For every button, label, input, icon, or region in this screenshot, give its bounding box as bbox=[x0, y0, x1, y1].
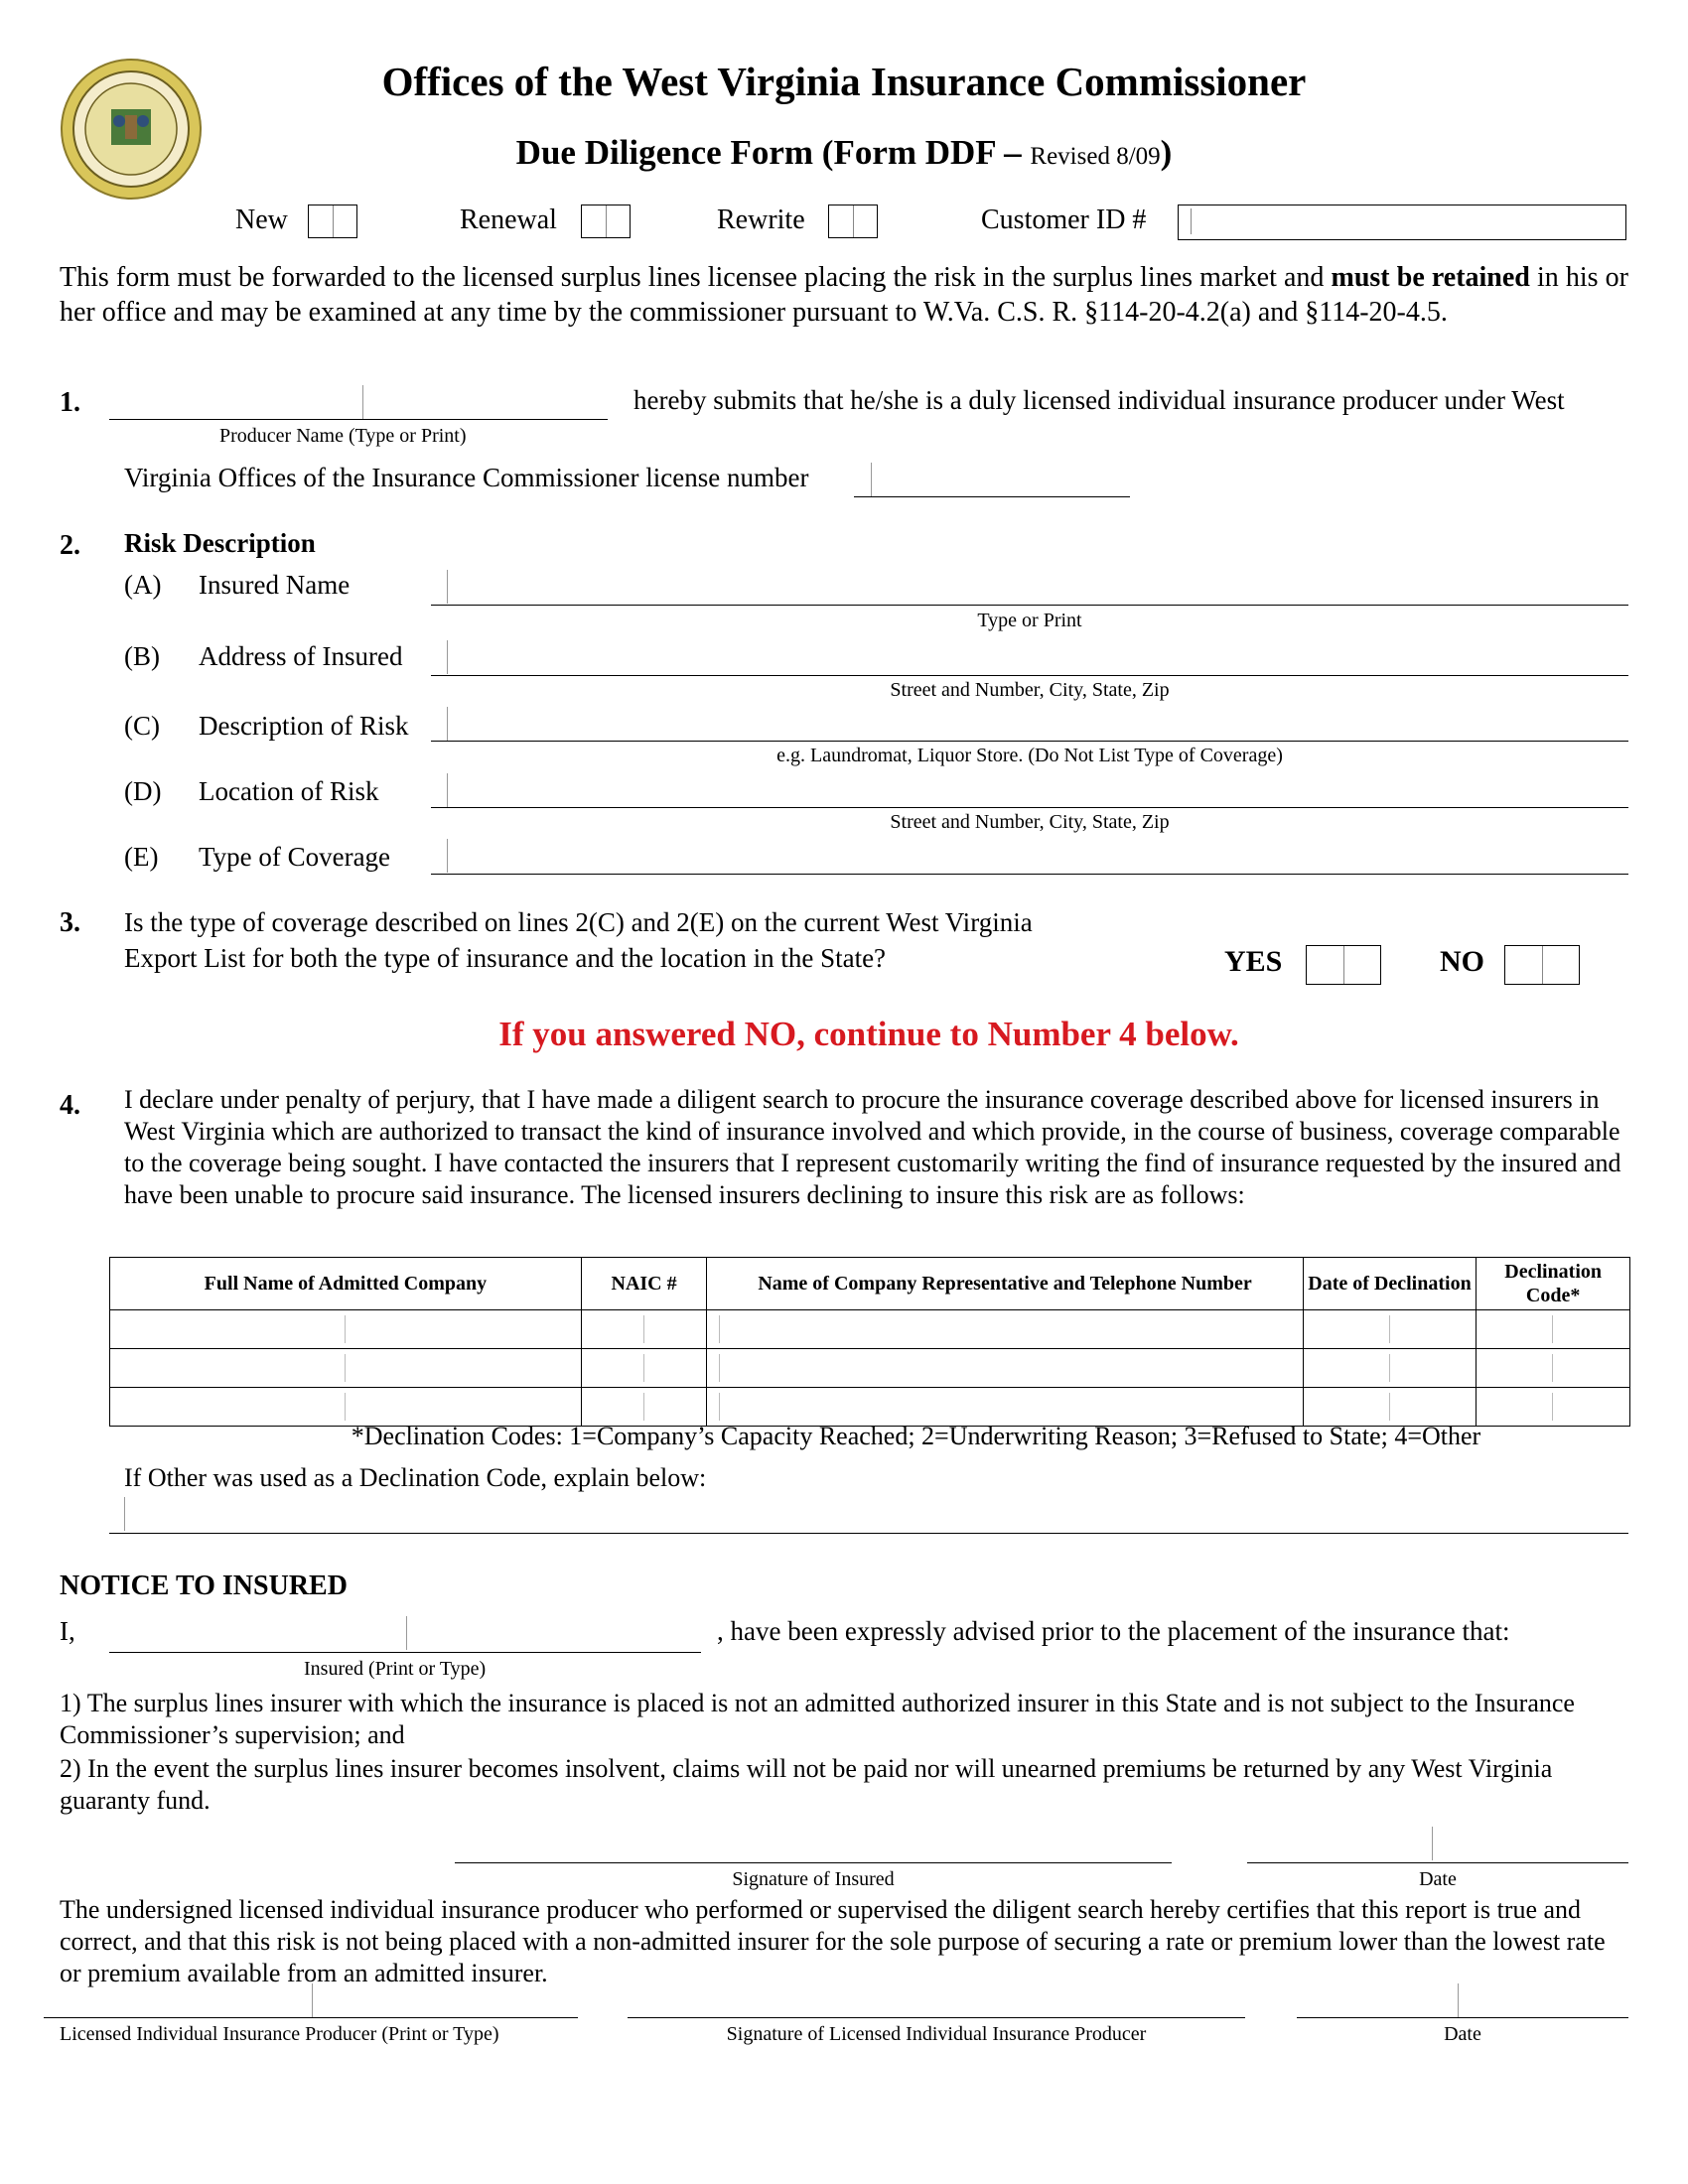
intro-paragraph bbox=[60, 260, 1628, 330]
signature-insured-caption: Signature of Insured bbox=[732, 1868, 895, 1890]
insured-date-cursor bbox=[1432, 1827, 1433, 1860]
producer-print-field[interactable] bbox=[44, 2017, 578, 2018]
producer-print-caption: Licensed Individual Insurance Producer (Print or Type) bbox=[60, 2023, 499, 2045]
other-explain-field[interactable] bbox=[109, 1533, 1628, 1534]
form-subtitle bbox=[0, 133, 1688, 173]
risk-description-label: Description of Risk bbox=[199, 711, 409, 741]
subtitle-close: ) bbox=[1160, 133, 1173, 172]
insured-name-label: Insured Name bbox=[199, 570, 351, 600]
risk-description-heading: Risk Description bbox=[124, 528, 316, 558]
no-label: NO bbox=[1440, 945, 1484, 978]
company-cell[interactable] bbox=[110, 1388, 582, 1427]
revised-text: Revised 8/09 bbox=[1030, 143, 1161, 170]
notice-point-1: 1) The surplus lines insurer with which the insurance is placed is not an admitted authorized insurer in this State and is not subject to the Insurance Commissioner’s supervision; and bbox=[60, 1689, 1575, 1749]
date-cell[interactable] bbox=[1303, 1388, 1477, 1427]
yes-label: YES bbox=[1224, 945, 1283, 978]
declination-table bbox=[109, 1257, 1630, 1427]
section-3-line2: Export List for both the type of insurance and the location in the State? bbox=[124, 943, 887, 973]
subtitle-text: Due Diligence Form (Form DDF – bbox=[515, 133, 1022, 172]
address-cursor bbox=[447, 640, 448, 674]
license-number-label: Virginia Offices of the Insurance Commissioner license number bbox=[124, 463, 809, 492]
col-naic: NAIC # bbox=[581, 1258, 707, 1310]
naic-cell[interactable] bbox=[581, 1349, 707, 1388]
code-cell[interactable] bbox=[1477, 1310, 1630, 1349]
section-3-number: 3. bbox=[60, 907, 80, 938]
producer-name-field[interactable] bbox=[109, 419, 608, 420]
address-label: Address of Insured bbox=[199, 641, 403, 671]
date-cell[interactable] bbox=[1303, 1349, 1477, 1388]
producer-date-cursor bbox=[1458, 1983, 1459, 2017]
insured-date-field[interactable] bbox=[1247, 1862, 1628, 1863]
item-a-letter: (A) bbox=[124, 570, 162, 600]
other-explain-cursor bbox=[124, 1497, 125, 1531]
no-answer-notice: If you answered NO, continue to Number 4 below. bbox=[498, 1015, 1239, 1053]
intro-part1: This form must be forwarded to the licensed surplus lines licensee placing the risk in the surplus lines market and bbox=[60, 262, 1332, 293]
new-label: New bbox=[235, 205, 288, 235]
location-cursor bbox=[447, 773, 448, 807]
risk-description-cursor bbox=[447, 707, 448, 741]
renewal-label: Renewal bbox=[460, 205, 557, 235]
coverage-type-cursor bbox=[447, 839, 448, 873]
section-4-number: 4. bbox=[60, 1090, 80, 1121]
naic-cell[interactable] bbox=[581, 1388, 707, 1427]
notice-advised: , have been expressly advised prior to the placement of the insurance that: bbox=[717, 1616, 1510, 1646]
notice-point-2: 2) In the event the surplus lines insurer becomes insolvent, claims will not be paid nor will unearned premiums be returned by any West Virginia guaranty fund. bbox=[60, 1754, 1553, 1815]
insured-name-field[interactable] bbox=[431, 605, 1628, 606]
date-cell[interactable] bbox=[1303, 1310, 1477, 1349]
representative-cell[interactable] bbox=[707, 1310, 1303, 1349]
risk-description-caption: e.g. Laundromat, Liquor Store. (Do Not List Type of Coverage) bbox=[776, 745, 1283, 766]
coverage-type-field[interactable] bbox=[431, 874, 1628, 875]
certification-text: The undersigned licensed individual insurance producer who performed or supervised the diligent search hereby certifies that this report is true and correct, and that this risk is not being placed with a non-admitted insurer for the sole purpose of securing a rate or premium lower than the lowest rate or premium available from an admitted insurer. bbox=[60, 1895, 1606, 1987]
producer-signature-field[interactable] bbox=[628, 2017, 1245, 2018]
col-date: Date of Declination bbox=[1303, 1258, 1477, 1310]
item-e-letter: (E) bbox=[124, 842, 159, 872]
producer-name-cursor bbox=[362, 385, 363, 419]
col-code: Declination Code* bbox=[1477, 1258, 1630, 1310]
signature-insured-field[interactable] bbox=[455, 1862, 1172, 1863]
section-2-number: 2. bbox=[60, 530, 80, 561]
naic-cell[interactable] bbox=[581, 1310, 707, 1349]
company-cell[interactable] bbox=[110, 1349, 582, 1388]
renewal-checkbox[interactable] bbox=[581, 205, 631, 238]
col-company: Full Name of Admitted Company bbox=[110, 1258, 582, 1310]
table-row bbox=[110, 1349, 1630, 1388]
location-caption: Street and Number, City, State, Zip bbox=[890, 811, 1170, 833]
intro-bold: must be retained bbox=[1331, 262, 1530, 293]
table-row bbox=[110, 1310, 1630, 1349]
item-b-letter: (B) bbox=[124, 641, 160, 671]
section-1-text: hereby submits that he/she is a duly licensed individual insurance producer under West bbox=[633, 385, 1565, 415]
insured-print-caption: Insured (Print or Type) bbox=[304, 1658, 487, 1680]
code-cell[interactable] bbox=[1477, 1388, 1630, 1427]
producer-date-field[interactable] bbox=[1297, 2017, 1628, 2018]
rewrite-checkbox[interactable] bbox=[828, 205, 878, 238]
section-3-line1: Is the type of coverage described on lines 2(C) and 2(E) on the current West Virginia bbox=[124, 907, 1033, 937]
intro-part2: in his or her office and may be examined at any time by the commissioner pursuant to W.Va. C.S. R. §114-20-4.2(a) and §114-20-4.5. bbox=[60, 262, 1628, 328]
representative-cell[interactable] bbox=[707, 1388, 1303, 1427]
customer-id-label: Customer ID # bbox=[981, 205, 1147, 235]
coverage-type-label: Type of Coverage bbox=[199, 842, 391, 872]
customer-id-field[interactable] bbox=[1178, 205, 1626, 240]
producer-date-caption: Date bbox=[1444, 2023, 1481, 2045]
license-number-field[interactable] bbox=[854, 496, 1130, 497]
location-label: Location of Risk bbox=[199, 776, 379, 806]
address-caption: Street and Number, City, State, Zip bbox=[890, 679, 1170, 701]
company-cell[interactable] bbox=[110, 1310, 582, 1349]
notice-heading: NOTICE TO INSURED bbox=[60, 1570, 348, 1601]
address-field[interactable] bbox=[431, 675, 1628, 676]
location-field[interactable] bbox=[431, 807, 1628, 808]
producer-signature-caption: Signature of Licensed Individual Insurance Producer bbox=[726, 2023, 1147, 2045]
notice-i: I, bbox=[60, 1616, 75, 1646]
representative-cell[interactable] bbox=[707, 1349, 1303, 1388]
insured-print-cursor bbox=[406, 1616, 407, 1650]
risk-description-field[interactable] bbox=[431, 741, 1628, 742]
producer-name-caption: Producer Name (Type or Print) bbox=[219, 425, 467, 447]
insured-print-field[interactable] bbox=[109, 1652, 701, 1653]
license-number-cursor bbox=[871, 463, 872, 496]
declination-codes: *Declination Codes: 1=Company’s Capacity Reached; 2=Underwriting Reason; 3=Refused to State; 4=Other bbox=[351, 1422, 1481, 1450]
rewrite-label: Rewrite bbox=[717, 205, 805, 235]
page-title: Offices of the West Virginia Insurance Commissioner bbox=[381, 59, 1307, 104]
producer-print-cursor bbox=[312, 1983, 313, 2017]
insured-name-cursor bbox=[447, 570, 448, 604]
no-checkbox[interactable] bbox=[1504, 945, 1580, 985]
item-c-letter: (C) bbox=[124, 711, 160, 741]
new-checkbox[interactable] bbox=[308, 205, 357, 238]
yes-checkbox[interactable] bbox=[1306, 945, 1381, 985]
insured-date-caption: Date bbox=[1419, 1868, 1457, 1890]
table-row bbox=[110, 1388, 1630, 1427]
other-explain-label: If Other was used as a Declination Code, explain below: bbox=[124, 1463, 707, 1492]
col-representative: Name of Company Representative and Telephone Number bbox=[707, 1258, 1303, 1310]
code-cell[interactable] bbox=[1477, 1349, 1630, 1388]
declaration-text: I declare under penalty of perjury, that I have made a diligent search to procure the insurance coverage described above for licensed insurers in West Virginia which are authorized to transact the kind of insurance involved and which provide, in the course of business, coverage comparable to the coverage being sought. I have contacted the insurers that I represent customarily writing the find of insurance requested by the insured and have been unable to procure said insurance. The licensed insurers declining to insure this risk are as follows: bbox=[124, 1085, 1621, 1209]
insured-name-caption: Type or Print bbox=[977, 610, 1082, 631]
item-d-letter: (D) bbox=[124, 776, 162, 806]
section-1-number: 1. bbox=[60, 387, 80, 418]
